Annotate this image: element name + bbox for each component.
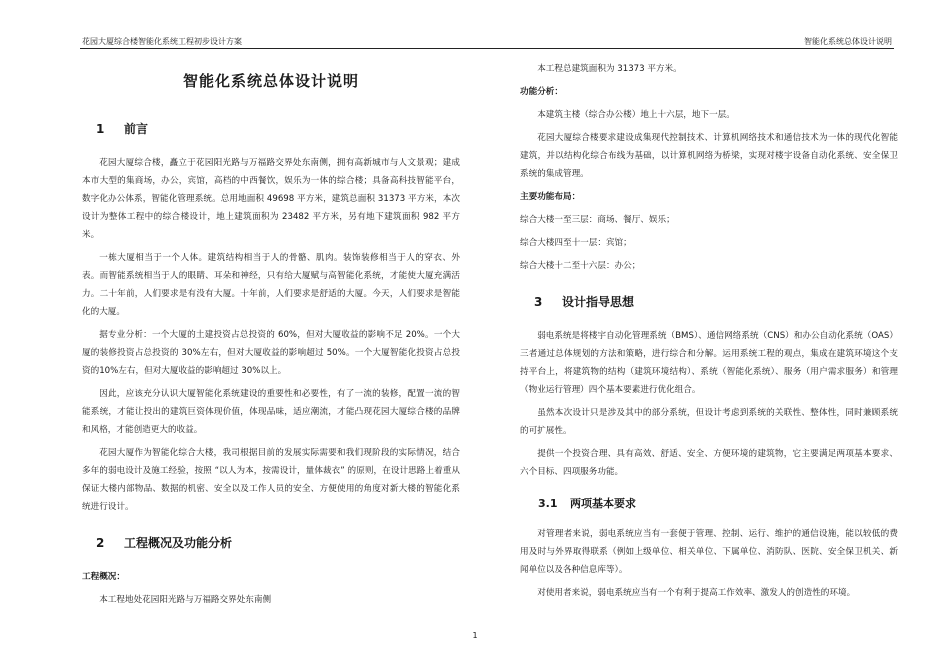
overview-label: 工程概况： (82, 572, 125, 582)
section-title: 两项基本要求 (570, 497, 636, 510)
paragraph: 花园大厦综合楼要求建设成集现代控制技术、计算机网络技术和通信技术为一体的现代化智能建筑，并以结构化综合布线为基础，以计算机网络为桥梁，实现对楼宇设备自动化系统、安全保卫系统的集成管理。 (520, 133, 898, 179)
paragraph: 因此，应该充分认识大厦智能化系统建设的重要性和必要性，有了一流的装修，配置一流的智能系统，才能让投出的建筑巨资体现价值，体现品味，适应潮流，才能凸现花园大厦综合楼的品牌和风格，才能创造更大的收益。 (82, 389, 460, 435)
page-title: 智能化系统总体设计说明 (182, 72, 359, 90)
paragraph: 花园大厦作为智能化综合大楼，我司根据目前的发展实际需要和我们现阶段的实际情况，结合多年的弱电设计及施工经验，按照 “以人为本，按需设计，量体裁衣” 的原则，在设计思路上着重从保证大楼内部物品、数据的机密、安全以及工作人员的安全、方便使用的角度对新大楼的智能化系统进行设计。 (82, 448, 460, 512)
list-item: 综合大楼四至十一层：宾馆； (520, 238, 632, 248)
right-column (520, 60, 898, 607)
paragraph: 本建筑主楼（综合办公楼）地上十六层，地下一层。 (537, 110, 735, 120)
layout-label: 主要功能布局： (520, 192, 581, 202)
paragraph: 一栋大厦相当于一个人体。建筑结构相当于人的骨骼、肌肉。装饰装修相当于人的穿衣、外表。而智能系统相当于人的眼睛、耳朵和神经，只有给大厦赋与高智能化系统，才能使大厦充满活力。二十年前，人们要求是有没有大厦。十年前，人们要求是舒适的大厦。今天，人们要求是智能化的大厦。 (82, 253, 460, 317)
section-number: 3.1 (538, 497, 558, 510)
left-column (82, 60, 460, 614)
header-rule (80, 48, 894, 49)
section-2-heading (82, 534, 460, 552)
paragraph: 花园大厦综合楼，矗立于花园阳光路与万福路交界处东南侧，拥有高新城市与人文景观；建成本市大型的集商场，办公，宾馆，高档的中西餐饮，娱乐为一体的综合楼；具备高科技智能平台，数字化办公体系，智能化管理系统。总用地面积 49698 平方米，建筑总面积 31373 平方米，本次设计为整体工程中的综合楼设计，地上建筑面积为 23482 平方米，另有地下建筑面积 982 平方米。 (82, 158, 460, 240)
header-right: 智能化系统总体设计说明 (804, 37, 892, 46)
section-number: 2 (96, 536, 105, 550)
paragraph: 本工程地处花园阳光路与万福路交界处东南侧 (99, 595, 272, 605)
paragraph: 弱电系统是将楼宇自动化管理系统（BMS）、通信网络系统（CNS）和办公自动化系统（OAS）三者通过总体规划的方法和策略，进行综合和分解。运用系统工程的观点，集成在建筑环境这个支持平台上，将建筑物的结构（建筑环境结构）、系统（智能化系统）、服务（用户需求服务）和管理（物业运行管理）四个基本要素进行优化组合。 (520, 331, 898, 395)
function-label: 功能分析： (520, 87, 563, 97)
header-left: 花园大厦综合楼智能化系统工程初步设计方案 (82, 37, 242, 46)
list-item: 综合大楼十二至十六层：办公； (520, 261, 641, 271)
paragraph: 虽然本次设计只是涉及其中的部分系统，但设计考虑到系统的关联性、整体性，同时兼顾系统的可扩展性。 (520, 408, 898, 436)
list-item: 综合大楼一至三层：商场、餐厅、娱乐； (520, 215, 675, 225)
paragraph: 据专业分析：一个大厦的土建投资占总投资的 60%，但对大厦收益的影响不足 20%。一个大厦的装修投资占总投资的 30%左右，但对大厦收益的影响超过 50%。一个大厦智能化投资占总投资的10%左右，但对大厦收益的影响超过 30%以上。 (82, 330, 460, 376)
section-title: 设计指导思想 (562, 295, 635, 309)
paragraph: 本工程总建筑面积为 31373 平方米。 (537, 64, 682, 74)
paragraph: 对使用者来说，弱电系统应当有一个有利于提高工作效率、激发人的创造性的环境。 (537, 588, 856, 598)
section-1-heading (82, 120, 460, 138)
paragraph: 提供一个投资合理、具有高效、舒适、安全、方便环境的建筑物，它主要满足两项基本要求、六个目标、四项服务功能。 (520, 449, 898, 477)
paragraph: 对管理者来说，弱电系统应当有一套便于管理、控制、运行、维护的通信设施，能以较低的费用及时与外界取得联系（例如上级单位、相关单位、下属单位、消防队、医院、安全保卫机关、新闻单位以及各种信息库等）。 (520, 529, 898, 575)
section-title: 前言 (124, 122, 149, 136)
section-3-1-heading (520, 495, 898, 513)
section-number: 3 (534, 295, 543, 309)
section-3-heading (520, 293, 898, 311)
page-number: 1 (472, 631, 478, 640)
section-number: 1 (96, 122, 105, 136)
section-title: 工程概况及功能分析 (124, 536, 233, 550)
